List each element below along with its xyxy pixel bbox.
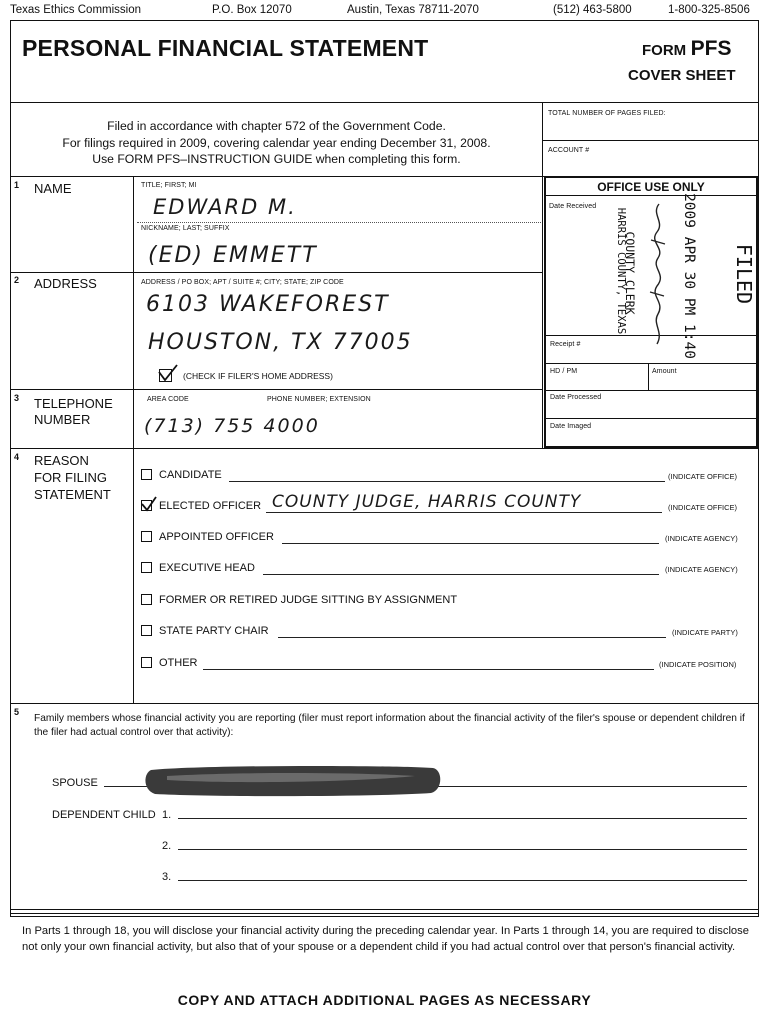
date-processed-label: Date Processed <box>550 394 602 401</box>
section-1-label: NAME <box>34 181 72 196</box>
section-4-label-line-1: REASON <box>34 453 89 468</box>
account-label: ACCOUNT # <box>548 147 590 154</box>
section-4-label-line-2: FOR FILING <box>34 470 107 485</box>
nickname-last-label: NICKNAME; LAST; SUFFIX <box>141 225 230 232</box>
executive-head-note: (INDICATE AGENCY) <box>665 565 738 574</box>
header-toll-free: 1-800-325-8506 <box>668 4 750 16</box>
child-2-line <box>178 849 747 850</box>
appointed-officer-line <box>282 543 659 544</box>
home-address-check-label: (CHECK IF FILER'S HOME ADDRESS) <box>183 371 333 381</box>
child-number-3: 3. <box>162 871 172 883</box>
section-5-description: Family members whose financial activity you are reporting (filer must report information about the financial activity of the filer's spouse or dependent children if the filer had actual control over that activity): <box>34 713 745 738</box>
section-2-number: 2 <box>14 275 20 285</box>
phone-value[interactable]: (713) 755 4000 <box>144 415 320 437</box>
executive-head-label: EXECUTIVE HEAD <box>159 562 255 574</box>
section-3-number: 3 <box>14 393 20 403</box>
copy-attach-note: COPY AND ATTACH ADDITIONAL PAGES AS NECESSARY <box>177 992 592 1008</box>
section-2-divider <box>10 389 542 390</box>
office-title-divider <box>545 195 757 196</box>
office-receipt-divider <box>545 363 757 364</box>
section-5-number: 5 <box>14 707 20 717</box>
title-first-mi-label: TITLE; FIRST; MI <box>141 182 197 189</box>
total-pages-label: TOTAL NUMBER OF PAGES FILED: <box>548 110 666 117</box>
header-po-box: P.O. Box 12070 <box>212 4 292 16</box>
elected-officer-label: ELECTED OFFICER <box>159 500 262 512</box>
hd-pm-label: HD / PM <box>550 368 578 375</box>
section-1-number: 1 <box>14 180 20 190</box>
office-amount-divider <box>648 363 649 390</box>
section-4-label <box>34 452 111 503</box>
stamp-clerk: COUNTY CLERK <box>623 231 637 315</box>
header-city: Austin, Texas 78711-2070 <box>347 4 479 16</box>
child-number-2: 2. <box>162 840 172 852</box>
other-line <box>203 669 654 670</box>
other-note: (INDICATE POSITION) <box>659 660 737 669</box>
section-3-label-line-1: TELEPHONE <box>34 396 113 411</box>
section-4-label-line-3: STATEMENT <box>34 487 111 502</box>
child-number-1: 1. <box>162 809 172 821</box>
form-prefix: FORM <box>642 42 687 59</box>
intro-line-1: Filed in accordance with chapter 572 of the Government Code. <box>107 119 446 133</box>
footer-paragraph: In Parts 1 through 18, you will disclose your financial activity during the preceding calendar year. In Parts 1 through 14, you are required to disclose not only your own financial activity, but also that of your spouse or a dependent child if you had actual control over that person's financial activity. <box>22 925 749 953</box>
total-pages-divider <box>542 140 759 141</box>
intro-line-3: Use FORM PFS–INSTRUCTION GUIDE when completing this form. <box>92 152 461 166</box>
dependent-child-label: DEPENDENT CHILD <box>52 809 156 821</box>
form-title: PERSONAL FINANCIAL STATEMENT <box>22 35 429 61</box>
footer-double-line-2 <box>10 913 759 914</box>
title-divider <box>10 102 759 103</box>
state-party-chair-label: STATE PARTY CHAIR <box>159 625 269 637</box>
elected-officer-checkmark-icon <box>140 496 158 512</box>
section-1-divider <box>10 272 542 273</box>
intro-right-divider <box>542 102 543 448</box>
other-label: OTHER <box>159 657 198 669</box>
section-2-label: ADDRESS <box>34 276 97 291</box>
child-1-line <box>178 818 747 819</box>
cover-sheet-label: COVER SHEET <box>628 67 736 84</box>
former-judge-label: FORMER OR RETIRED JUDGE SITTING BY ASSIGNMENT <box>159 594 458 606</box>
state-party-chair-note: (INDICATE PARTY) <box>672 628 738 637</box>
executive-head-line <box>263 574 659 575</box>
intro-text <box>11 118 542 168</box>
candidate-note: (INDICATE OFFICE) <box>668 472 738 481</box>
phone-number-label: PHONE NUMBER; EXTENSION <box>267 396 371 403</box>
spouse-redaction-mark <box>143 764 445 798</box>
former-judge-checkbox[interactable] <box>141 594 152 605</box>
form-code <box>642 37 731 61</box>
elected-officer-line <box>266 512 662 513</box>
stamp-date: 2009 APR 30 PM 1:40 <box>681 193 697 359</box>
clerk-signature-icon <box>645 200 671 350</box>
candidate-checkbox[interactable] <box>141 469 152 480</box>
header-agency: Texas Ethics Commission <box>10 4 142 16</box>
appointed-officer-checkbox[interactable] <box>141 531 152 542</box>
city-value[interactable]: HOUSTON, TX 77005 <box>148 330 413 355</box>
candidate-label: CANDIDATE <box>159 469 222 481</box>
state-party-chair-line <box>278 637 666 638</box>
receipt-label: Receipt # <box>550 341 581 348</box>
section-4-number: 4 <box>14 452 20 462</box>
section-4-divider <box>10 703 759 704</box>
street-value[interactable]: 6103 WAKEFOREST <box>146 292 390 317</box>
area-code-label: AREA CODE <box>147 396 189 403</box>
candidate-line <box>229 481 665 482</box>
office-use-title: OFFICE USE ONLY <box>597 180 705 194</box>
address-field-label: ADDRESS / PO BOX; APT / SUITE #; CITY; STATE; ZIP CODE <box>141 279 344 286</box>
appointed-officer-note: (INDICATE AGENCY) <box>665 534 738 543</box>
form-code-value: PFS <box>690 37 732 60</box>
intro-line-2: For filings required in 2009, covering calendar year ending December 31, 2008. <box>62 135 491 150</box>
other-checkbox[interactable] <box>141 657 152 668</box>
state-party-chair-checkbox[interactable] <box>141 625 152 636</box>
first-name-value[interactable]: EDWARD M. <box>153 195 297 219</box>
date-received-label: Date Received <box>549 203 597 210</box>
elected-officer-note: (INDICATE OFFICE) <box>668 503 738 512</box>
footer-double-line-1 <box>10 909 759 910</box>
spouse-label: SPOUSE <box>52 777 98 789</box>
label-column-divider <box>133 176 134 703</box>
name-dotted-line <box>137 222 541 223</box>
section-3-label-line-2: NUMBER <box>34 412 91 427</box>
home-address-checkmark-icon <box>157 363 179 383</box>
child-3-line <box>178 880 747 881</box>
last-name-value[interactable]: (ED) EMMETT <box>148 243 318 268</box>
executive-head-checkbox[interactable] <box>141 562 152 573</box>
stamp-filed: FILED <box>732 243 756 305</box>
section-3-label <box>34 396 113 428</box>
amount-label: Amount <box>652 368 677 375</box>
elected-officer-value[interactable]: COUNTY JUDGE, HARRIS COUNTY <box>272 492 582 512</box>
header-phone: (512) 463-5800 <box>553 4 632 16</box>
appointed-officer-label: APPOINTED OFFICER <box>159 531 274 543</box>
section-3-divider <box>10 448 759 449</box>
stamp-county: HARRIS COUNTY, TEXAS <box>615 207 627 335</box>
date-imaged-label: Date Imaged <box>550 423 592 430</box>
office-amount-bottom-divider <box>545 390 757 391</box>
office-processed-divider <box>545 418 757 419</box>
